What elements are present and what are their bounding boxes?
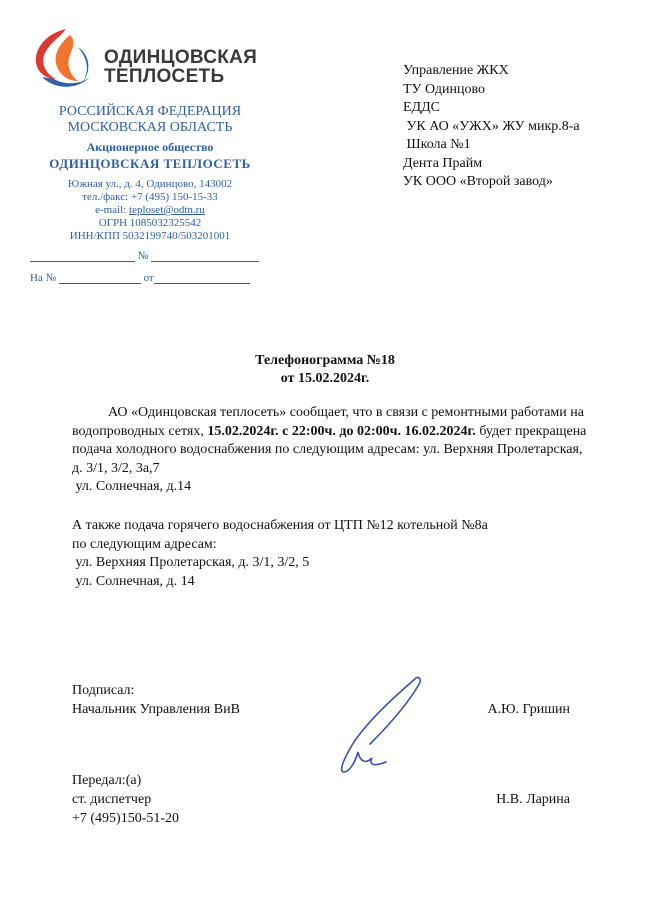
on-no-blank-line	[59, 273, 141, 284]
company-phone: тел./факс: +7 (495) 150-15-33	[82, 191, 218, 203]
recipient: УК АО «УЖХ» ЖУ микр.8-а	[403, 118, 580, 134]
recipients-list	[403, 62, 580, 192]
company-logo-icon	[30, 27, 96, 93]
notice-dates: 15.02.2024г. с 22:00ч. до 02:00ч. 16.02.2024г.	[207, 423, 476, 439]
company-name: ОДИНЦОВСКАЯ ТЕПЛОСЕТЬ	[49, 156, 251, 171]
transmitted-position: ст. диспетчер	[72, 792, 152, 807]
number-blank-line-2	[151, 251, 259, 262]
outgoing-number-line	[30, 250, 265, 262]
notice-paragraph-2	[72, 517, 592, 591]
recipient: Школа №1	[403, 137, 471, 152]
company-inn: ИНН/КПП 5032199740/503201001	[69, 230, 231, 242]
notice-rest: будет прекращена подача холодного водоснабжения по следующим адресам: ул. Верхняя Пролетарская, д. 3/1, 3/2, 3а,7	[72, 423, 587, 476]
recipient: ТУ Одинцово	[403, 81, 486, 97]
from-label: от	[143, 272, 154, 284]
notice-address-2: ул. Солнечная, д.14	[72, 479, 192, 494]
region: МОСКОВСКАЯ ОБЛАСТЬ	[67, 120, 233, 135]
logo-line-2: ТЕПЛОСЕТЬ	[104, 66, 225, 87]
hot-water-line-2: по следующим адресам:	[72, 536, 217, 552]
notice-intro: АО «Одинцовская теплосеть» сообщает, что в связи с ремонтными работами на водопроводных сетях,	[72, 405, 584, 439]
number-sign: №	[137, 250, 149, 262]
logo-line-1: ОДИНЦОВСКАЯ	[104, 47, 258, 68]
hot-water-line-1: А также подача горячего водоснабжения от ЦТП №12 котельной №8а	[72, 518, 488, 533]
email-label: e-mail:	[95, 204, 130, 216]
incoming-reference-line	[30, 272, 265, 284]
signed-name: А.Ю. Гришин	[487, 702, 570, 717]
notice-paragraph-1	[72, 404, 592, 497]
country-region	[5, 104, 295, 136]
handwritten-signature	[330, 672, 430, 782]
signed-position: Начальник Управления ВиВ	[72, 702, 240, 717]
country: РОССИЙСКАЯ ФЕДЕРАЦИЯ	[58, 104, 242, 119]
signed-label: Подписал:	[72, 683, 135, 698]
number-blank-line	[30, 251, 135, 262]
email-link[interactable]: teploset@odtn.ru	[129, 204, 205, 216]
from-blank-line	[154, 273, 250, 284]
company-email-line	[5, 204, 295, 217]
transmitted-name: Н.В. Ларина	[496, 792, 570, 807]
recipient: Управление ЖКХ	[403, 63, 509, 78]
company-type: Акционерное общество	[86, 140, 214, 154]
hot-water-address-2: ул. Солнечная, д. 14	[72, 573, 195, 589]
recipient: Дента Прайм	[403, 155, 483, 171]
on-no-label: На №	[30, 272, 57, 284]
transmitted-phone: +7 (495)150-51-20	[72, 811, 180, 826]
recipient: УК ООО «Второй завод»	[403, 174, 553, 189]
logo-wordmark	[104, 48, 257, 86]
notice-text	[72, 404, 592, 478]
hot-water-address-1: ул. Верхняя Пролетарская, д. 3/1, 3/2, 5	[72, 555, 310, 570]
company-ogrn: ОГРН 1085032325542	[98, 217, 202, 229]
document-title	[0, 352, 650, 388]
company-contacts	[5, 178, 295, 243]
title-line-1: Телефонограмма №18	[255, 353, 395, 368]
company-address: Южная ул., д. 4, Одинцово, 143002	[67, 178, 233, 190]
transmitted-label: Передал:(а)	[72, 773, 142, 788]
recipient: ЕДДС	[403, 100, 440, 115]
title-line-2: от 15.02.2024г.	[280, 371, 370, 386]
